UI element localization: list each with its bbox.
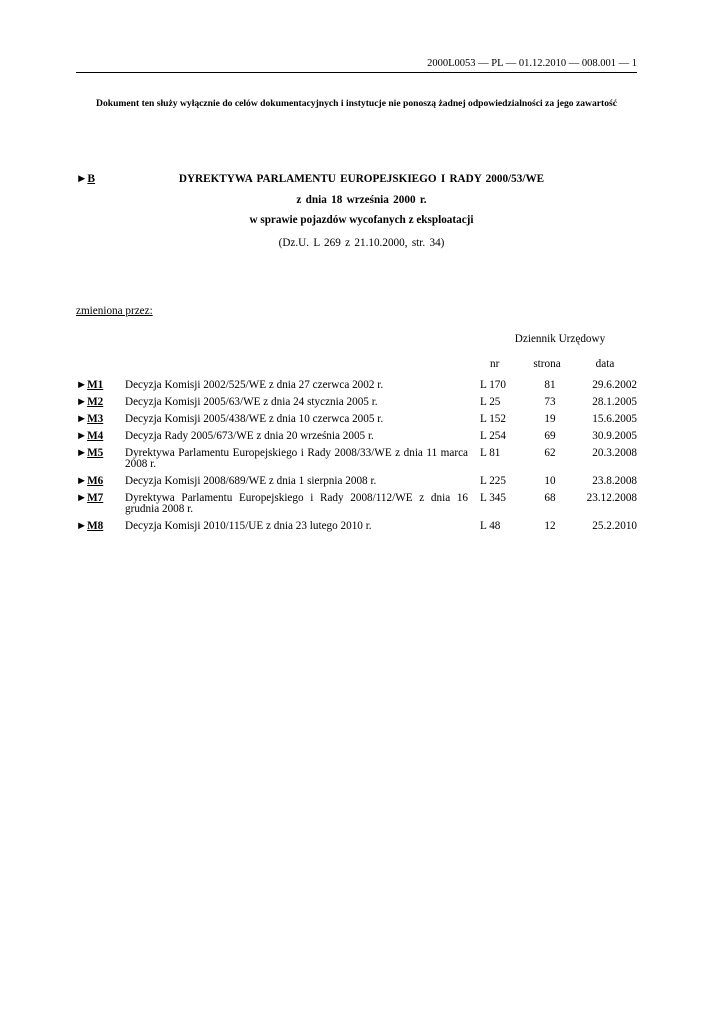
amendment-description: Decyzja Komisji 2005/438/WE z dnia 10 czerwca 2005 r. [125,413,384,425]
amendment-row [76,491,637,519]
amended-by-label: zmieniona przez: [76,305,153,317]
amendment-nr: L 345 [480,492,506,504]
amendment-strona: 12 [544,520,556,532]
marker-arrow-icon: ► [76,413,88,425]
amendment-marker[interactable]: ►M3 [76,413,104,425]
marker-arrow-icon: ► [76,520,88,532]
column-header-nr: nr [490,358,500,370]
amendment-row [76,519,637,536]
disclaimer: Dokument ten służy wyłącznie do celów dokumentacyjnych i instytucje nie ponoszą żadnej odpowiedzialności za jego zawartość [96,98,617,109]
amendment-strona: 68 [544,492,556,504]
amendment-date: 29.6.2002 [592,379,637,391]
amendment-row [76,395,637,412]
amendment-row [76,412,637,429]
amendment-marker[interactable]: ►M5 [76,447,104,459]
marker-arrow-icon: ► [76,475,88,487]
amendment-nr: L 25 [480,396,501,408]
amendment-row [76,429,637,446]
amendment-description: Decyzja Komisji 2005/63/WE z dnia 24 stycznia 2005 r. [125,396,378,408]
document-title: DYREKTYWA PARLAMENTU EUROPEJSKIEGO I RADY 2000/53/WE [178,173,545,185]
page-header-reference: 2000L0053 — PL — 01.12.2010 — 008.001 — 1 [427,58,637,69]
amendment-date: 23.8.2008 [592,475,637,487]
amendment-strona: 19 [544,413,556,425]
amendment-marker[interactable]: ►M1 [76,379,104,391]
amendment-description: Decyzja Komisji 2008/689/WE z dnia 1 sierpnia 2008 r. [125,475,377,487]
column-header-data: data [595,358,615,370]
amendment-date: 30.9.2005 [592,430,637,442]
amendment-description: Decyzja Komisji 2002/525/WE z dnia 27 czerwca 2002 r. [125,379,384,391]
column-header-strona: strona [533,358,561,370]
amendment-strona: 10 [544,475,556,487]
journal-heading: Dziennik Urzędowy [514,333,606,345]
amendment-description: Dyrektywa Parlamentu Europejskiego i Rady 2008/33/WE z dnia 11 marca 2008 r. [125,447,468,470]
amendment-strona: 73 [544,396,556,408]
document-subject: w sprawie pojazdów wycofanych z eksploatacji [249,214,474,226]
base-act-marker[interactable] [76,172,95,187]
amendment-nr: L 48 [480,520,501,532]
marker-arrow-icon: ► [76,173,88,185]
amendment-date: 20.3.2008 [592,447,637,459]
amendment-nr: L 152 [480,413,506,425]
marker-arrow-icon: ► [76,447,88,459]
amendment-row [76,378,637,395]
document-date: z dnia 18 września 2000 r. [296,194,427,206]
marker-arrow-icon: ► [76,379,88,391]
amendment-date: 23.12.2008 [586,492,637,504]
amendment-strona: 62 [544,447,556,459]
amendments-table [76,378,637,536]
base-act-marker-code: B [87,173,96,185]
amendment-date: 28.1.2005 [592,396,637,408]
amendment-marker[interactable]: ►M2 [76,396,104,408]
amendment-date: 25.2.2010 [592,520,637,532]
header-rule [76,72,637,73]
amendment-description: Decyzja Rady 2005/673/WE z dnia 20 września 2005 r. [125,430,374,442]
amendment-description: Decyzja Komisji 2010/115/UE z dnia 23 lutego 2010 r. [125,520,372,532]
amendment-marker[interactable]: ►M6 [76,475,104,487]
amendment-marker[interactable]: ►M4 [76,430,104,442]
amendment-strona: 69 [544,430,556,442]
marker-arrow-icon: ► [76,396,88,408]
amendment-nr: L 225 [480,475,506,487]
document-oj-reference: (Dz.U. L 269 z 21.10.2000, str. 34) [278,237,445,249]
amendment-row [76,474,637,491]
amendment-strona: 81 [544,379,556,391]
amendment-description: Dyrektywa Parlamentu Europejskiego i Rady 2008/112/WE z dnia 16 grudnia 2008 r. [125,492,468,515]
amendment-marker[interactable]: ►M8 [76,520,104,532]
amendment-nr: L 170 [480,379,506,391]
marker-arrow-icon: ► [76,430,88,442]
amendment-nr: L 254 [480,430,506,442]
amendment-nr: L 81 [480,447,501,459]
amendment-row [76,446,637,474]
marker-arrow-icon: ► [76,492,88,504]
amendment-marker[interactable]: ►M7 [76,492,104,504]
amendment-date: 15.6.2005 [592,413,637,425]
